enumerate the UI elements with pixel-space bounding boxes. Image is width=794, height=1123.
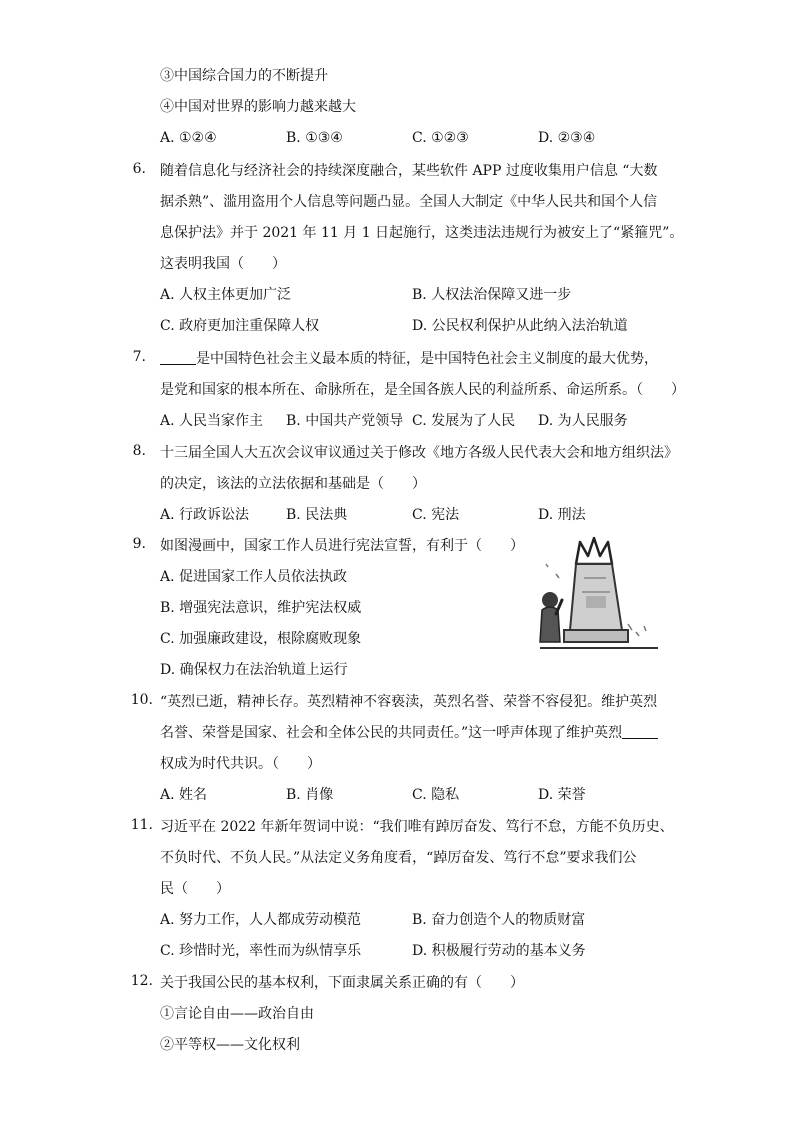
q8-stem-line-1: 十三届全国人大五次会议审议通过关于修改《地方各级人民代表大会和地方组织法》: [160, 445, 678, 461]
q12-stem: 关于我国公民的基本权利，下面隶属关系正确的有（ ）: [160, 975, 524, 991]
q8-option-d[interactable]: D. 刑法: [538, 507, 586, 523]
q7-option-d[interactable]: D. 为人民服务: [538, 413, 628, 429]
q6-number: 6.: [132, 161, 146, 177]
q11-stem-line-2: 不负时代、不负人民。”从法定义务角度看，“踔厉奋发、笃行不怠”要求我们公: [160, 850, 637, 866]
q12-item-2: ②平等权——文化权利: [160, 1037, 300, 1053]
q10-answer-blank[interactable]: [622, 724, 658, 739]
q10-stem-line-2: [160, 723, 658, 743]
q7-option-a[interactable]: A. 人民当家作主: [160, 413, 264, 429]
q12-item-1: ①言论自由——政治自由: [160, 1006, 314, 1022]
q7-option-b[interactable]: B. 中国共产党领导: [286, 413, 404, 429]
q9-option-b[interactable]: B. 增强宪法意识，维护宪法权威: [160, 600, 362, 616]
q8-stem-line-2: 的决定，该法的立法依据和基础是（ ）: [160, 476, 426, 492]
q8-number: 8.: [132, 443, 146, 459]
q10-number: 10.: [130, 692, 153, 708]
q10-stem-line-3: 权成为时代共识。（ ）: [160, 756, 321, 772]
oath-cartoon-image: [536, 534, 662, 658]
q10-option-c[interactable]: C. 隐私: [412, 787, 460, 803]
q10-option-d[interactable]: D. 荣誉: [538, 787, 586, 803]
q7-option-c[interactable]: C. 发展为了人民: [412, 413, 516, 429]
q7-number: 7.: [132, 349, 146, 365]
q7-answer-blank[interactable]: [160, 350, 196, 365]
q9-stem: 如图漫画中，国家工作人员进行宪法宣誓，有利于（ ）: [160, 538, 524, 554]
q11-number: 11.: [130, 817, 153, 833]
q6-stem-line-1: 随着信息化与经济社会的持续深度融合，某些软件 APP 过度收集用户信息 “大数: [160, 163, 658, 179]
q10-option-a[interactable]: A. 姓名: [160, 787, 208, 803]
q7-stem-line-2: 是党和国家的根本所在、命脉所在，是全国各族人民的利益所系、命运所系。（ ）: [160, 382, 685, 398]
q5-option-a[interactable]: A. ①②④: [160, 130, 217, 146]
q6-stem-line-2: 据杀熟”、滥用盗用个人信息等问题凸显。全国人大制定《中华人民共和国个人信: [160, 194, 658, 210]
q10-stem-line-1: “英烈已逝，精神长存。英烈精神不容亵渎，英烈名誉、荣誉不容侵犯。维护英烈: [160, 694, 658, 710]
q11-option-a[interactable]: A. 努力工作，人人都成劳动模范: [160, 912, 362, 928]
q5-option-d[interactable]: D. ②③④: [538, 130, 596, 146]
q10-option-b[interactable]: B. 肖像: [286, 787, 334, 803]
q11-stem-line-3: 民（ ）: [160, 881, 230, 897]
q11-stem-line-1: 习近平在 2022 年新年贺词中说：“我们唯有踔厉奋发、笃行不怠，方能不负历史、: [160, 819, 674, 835]
q7-stem-line-1: [160, 349, 658, 369]
q6-stem-line-4: 这表明我国（ ）: [160, 256, 286, 272]
q11-option-d[interactable]: D. 积极履行劳动的基本义务: [412, 943, 586, 959]
q11-option-c[interactable]: C. 珍惜时光，率性而为纵情享乐: [160, 943, 362, 959]
q9-option-a[interactable]: A. 促进国家工作人员依法执政: [160, 569, 348, 585]
q5-item-4: ④中国对世界的影响力越来越大: [160, 99, 356, 115]
q6-option-c[interactable]: C. 政府更加注重保障人权: [160, 318, 320, 334]
q9-option-d[interactable]: D. 确保权力在法治轨道上运行: [160, 662, 348, 678]
q6-option-d[interactable]: D. 公民权利保护从此纳入法治轨道: [412, 318, 628, 334]
q6-option-b[interactable]: B. 人权法治保障又进一步: [412, 287, 572, 303]
q8-option-c[interactable]: C. 宪法: [412, 507, 460, 523]
q5-option-b[interactable]: B. ①③④: [286, 130, 343, 146]
q6-option-a[interactable]: A. 人权主体更加广泛: [160, 287, 292, 303]
q10-stem-text: 名誉、荣誉是国家、社会和全体公民的共同责任。”这一呼声体现了维护英烈: [160, 725, 623, 741]
q5-option-c[interactable]: C. ①②③: [412, 130, 469, 146]
q12-number: 12.: [130, 973, 153, 989]
q8-option-b[interactable]: B. 民法典: [286, 507, 348, 523]
q5-item-3: ③中国综合国力的不断提升: [160, 68, 328, 84]
q6-stem-line-3: 息保护法》并于 2021 年 11 月 1 日起施行，这类违法违规行为被安上了“紧箍咒”。: [160, 225, 684, 241]
q8-option-a[interactable]: A. 行政诉讼法: [160, 507, 250, 523]
q9-option-c[interactable]: C. 加强廉政建设，根除腐败现象: [160, 631, 362, 647]
q11-option-b[interactable]: B. 奋力创造个人的物质财富: [412, 912, 586, 928]
q7-stem-text: 是中国特色社会主义最本质的特征，是中国特色社会主义制度的最大优势，: [196, 351, 658, 367]
q9-number: 9.: [132, 536, 146, 552]
